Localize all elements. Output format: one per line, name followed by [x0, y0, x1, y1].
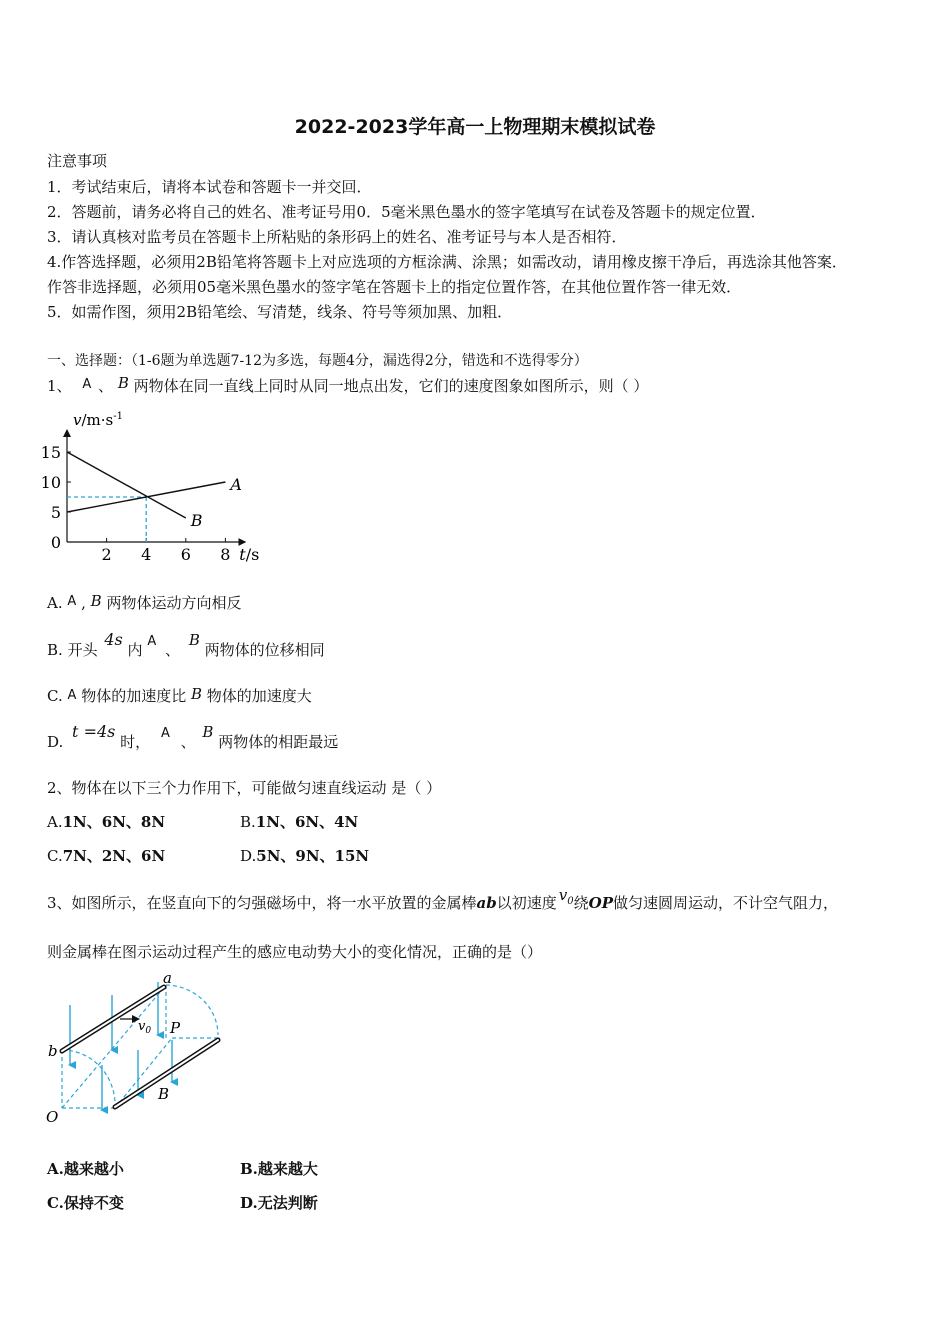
q2-option-b[interactable] [240, 812, 358, 832]
q3-rod: ab [476, 894, 497, 912]
option-value: 无法判断 [257, 1194, 318, 1212]
notice-heading: 注意事项 [47, 152, 108, 170]
q3-stem [47, 886, 839, 920]
option-text: 两物体的相距最远 [218, 733, 339, 751]
y-tick-label: 5 [50, 503, 61, 522]
x-tick-label: 8 [220, 545, 231, 564]
y-axis-label: $v/m\cdot s^{-1}$ [73, 411, 123, 429]
option-mid: 时， [120, 733, 151, 751]
q2-option-a[interactable] [47, 812, 165, 832]
origin-label: 0 [50, 533, 61, 552]
q2-option-d[interactable] [240, 846, 369, 866]
comma: , [81, 594, 86, 612]
notice-item: 3．请认真核对监考员在答题卡上所粘贴的条形码上的姓名、准考证号与本人是否相符． [47, 228, 627, 246]
option-label: A. [47, 594, 63, 612]
section-heading: 一、选择题：（1-6题为单选题7-12为多选，每题4分，漏选得2分，错选和不选得零分） [47, 353, 588, 369]
option-text: 两物体运动方向相反 [106, 594, 242, 612]
time-t-4s: t =4s [72, 722, 116, 741]
option-label: C. [47, 687, 63, 705]
q3-option-c[interactable] [47, 1193, 124, 1213]
q3-part1: 3、如图所示，在竖直向下的匀强磁场中，将一水平放置的金属棒 [47, 894, 477, 912]
q3-part2: 以初速度 [496, 894, 557, 912]
option-mid: 物体的加速度比 [81, 687, 187, 705]
q1-option-d[interactable] [47, 722, 339, 754]
object-b: B [202, 723, 214, 741]
option-label: A. [47, 813, 63, 831]
object-b: B [190, 685, 203, 703]
option-text: 物体的加速度大 [206, 687, 312, 705]
option-label: D. [240, 1194, 258, 1212]
option-pre: 开头 [67, 641, 98, 659]
y-tick-label: 10 [40, 473, 61, 492]
q1-separator: 、 [98, 377, 114, 395]
option-value: 保持不变 [63, 1194, 124, 1212]
x-tick-label: 4 [141, 545, 152, 564]
series-label-b: B [190, 511, 203, 530]
notice-item: 作答非选择题，必须用05毫米黑色墨水的签字笔在答题卡上的指定位置作答，在其他位置作答一律无效． [47, 278, 742, 296]
q1-object-a: A [82, 377, 92, 392]
object-b: B [188, 631, 200, 649]
q1-option-a[interactable] [47, 593, 241, 615]
object-a: A [160, 726, 170, 741]
notice-item: 4.作答选择题，必须用2B铅笔将答题卡上对应选项的方框涂满、涂黑；如需改动，请用橡皮擦干净后，再选涂其他答案． [47, 253, 847, 271]
q2-option-c[interactable] [47, 846, 165, 866]
magnetic-field-rod-figure [40, 970, 240, 1130]
q3-option-a[interactable] [47, 1159, 124, 1179]
time-4s: 4s [104, 630, 123, 649]
option-label: D. [47, 733, 64, 751]
option-label: B. [47, 641, 63, 659]
object-a: A [147, 634, 157, 649]
q2-stem: 2、物体在以下三个力作用下，可能做匀速直线运动 是（ ） [47, 779, 442, 797]
q1-number: 1、 [47, 377, 72, 395]
option-label: B. [240, 813, 256, 831]
q3-option-d[interactable] [240, 1193, 318, 1213]
series-label-a: A [230, 475, 242, 494]
q1-stem [47, 376, 648, 398]
velocity-time-chart [40, 405, 290, 575]
label-b: b [48, 1042, 58, 1060]
q1-option-c[interactable] [47, 686, 312, 708]
option-label: D. [240, 847, 257, 865]
q1-text: 两物体在同一直线上同时从同一地点出发，它们的速度图象如图所示，则（ ） [133, 377, 649, 395]
q1-option-b[interactable] [47, 630, 325, 662]
option-value: 1N、6N、4N [255, 813, 359, 831]
x-axis-label: t/s [239, 545, 260, 564]
q3-part3: 绕 [573, 894, 589, 912]
object-a: A [67, 688, 77, 703]
option-value: 5N、9N、15N [256, 847, 370, 865]
option-label: B. [240, 1160, 258, 1178]
q1-object-b: B [117, 374, 129, 392]
q3-stem-line2: 则金属棒在图示运动过程产生的感应电动势大小的变化情况，正确的是（） [47, 943, 543, 961]
notice-item: 1．考试结束后，请将本试卷和答题卡一并交回． [47, 178, 372, 196]
object-b: B [90, 592, 102, 610]
notice-item: 2．答题前，请务必将自己的姓名、准考证号用0．5毫米黑色墨水的签字笔填写在试卷及答题卡的规定位置． [47, 203, 766, 221]
q3-v0: $v_0$ [558, 886, 574, 907]
option-mid: 内 [127, 641, 143, 659]
option-text: 两物体的位移相同 [204, 641, 325, 659]
object-a: A [67, 594, 77, 609]
label-o: O [46, 1108, 59, 1126]
option-label: A. [47, 1160, 64, 1178]
separator: 、 [165, 641, 181, 659]
q3-option-b[interactable] [240, 1159, 318, 1179]
q3-axis: OP [588, 894, 614, 912]
label-p: P [170, 1019, 181, 1037]
option-label: C. [47, 1194, 64, 1212]
separator: 、 [180, 733, 196, 751]
option-label: C. [47, 847, 63, 865]
x-tick-label: 2 [101, 545, 112, 564]
label-b-end: B [158, 1085, 170, 1103]
y-tick-label: 15 [40, 443, 61, 462]
option-value: 7N、2N、6N [62, 847, 166, 865]
option-value: 1N、6N、8N [62, 813, 166, 831]
page-title: 2022-2023学年高一上物理期末模拟试卷 [294, 116, 656, 138]
label-a: a [163, 970, 172, 987]
q3-part4: 做匀速圆周运动，不计空气阻力， [613, 894, 839, 912]
option-value: 越来越小 [63, 1160, 124, 1178]
x-tick-label: 6 [180, 545, 191, 564]
notice-item: 5．如需作图，须用2B铅笔绘、写清楚，线条、符号等须加黑、加粗． [47, 303, 513, 321]
option-value: 越来越大 [257, 1160, 318, 1178]
label-v0: $v_0$ [138, 1019, 152, 1036]
